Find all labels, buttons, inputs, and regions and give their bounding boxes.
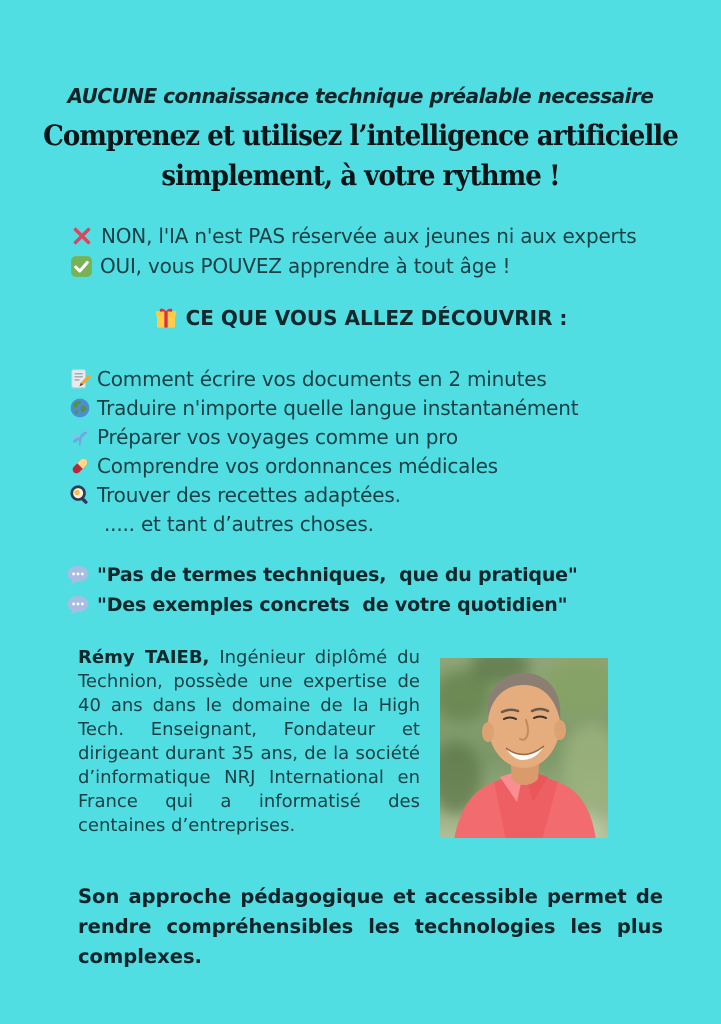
list-item xyxy=(69,480,578,509)
check-icon xyxy=(70,255,93,278)
list-item-text: Trouver des recettes adaptées. xyxy=(97,482,401,507)
list-item-text: Préparer vos voyages comme un pro xyxy=(97,424,458,449)
list-item-text: Traduire n'importe quelle langue instantanément xyxy=(97,395,579,420)
list-item xyxy=(69,422,578,451)
bio-text: Ingénieur diplômé du Technion, possède une expertise de 40 ans dans le domaine de la High Tech. Enseignant, Fondateur et dirigeant durant 35 ans, de la société d’informatique NRJ International en France qui a informatisé des centaines d’entreprises. xyxy=(78,647,421,836)
claim-oui-text: OUI, vous POUVEZ apprendre à tout âge ! xyxy=(100,254,511,278)
speech-bubble-icon xyxy=(66,594,90,616)
page-title xyxy=(25,116,696,196)
footer-paragraph: Son approche pédagogique et accessible permet de rendre compréhensibles les technologies les plus complexes. xyxy=(78,885,663,968)
magnifier-icon xyxy=(69,484,91,506)
quote xyxy=(66,560,578,590)
list-item-text: Comment écrire vos documents en 2 minutes xyxy=(97,366,547,391)
pill-icon xyxy=(69,455,91,477)
globe-icon xyxy=(69,397,91,419)
quote xyxy=(66,590,578,620)
list-item xyxy=(69,451,578,480)
portrait-photo xyxy=(440,658,608,838)
airplane-icon xyxy=(69,426,91,448)
quote-text: "Des exemples concrets de votre quotidien" xyxy=(97,594,568,616)
list-item xyxy=(69,509,578,538)
gift-icon xyxy=(154,306,178,330)
list-item-text: Comprendre vos ordonnances médicales xyxy=(97,453,498,478)
list-item xyxy=(69,393,578,422)
page-title-line1: Comprenez et utilisez l’intelligence artificielle xyxy=(43,119,678,152)
discover-heading xyxy=(0,306,721,330)
cross-icon xyxy=(70,224,94,248)
claims-block xyxy=(70,221,636,281)
tagline: AUCUNE connaissance technique préalable necessaire xyxy=(67,84,654,108)
claim-non xyxy=(70,221,636,251)
memo-icon xyxy=(69,368,91,390)
page-title-line2: simplement, à votre rythme ! xyxy=(161,159,560,192)
quote-text: "Pas de termes techniques, que du pratique" xyxy=(97,564,578,586)
discover-heading-text: CE QUE VOUS ALLEZ DÉCOUVRIR : xyxy=(185,306,568,330)
bio-name: Rémy TAIEB, xyxy=(78,647,210,668)
list-item-text: ..... et tant d’autres choses. xyxy=(104,511,374,536)
list-item xyxy=(69,364,578,393)
speech-bubble-icon xyxy=(66,564,90,586)
discover-list xyxy=(69,364,578,538)
claim-non-text: NON, l'IA n'est PAS réservée aux jeunes ni aux experts xyxy=(101,224,637,248)
bio-paragraph xyxy=(78,646,420,838)
claim-oui xyxy=(70,251,636,281)
quotes-block xyxy=(66,560,578,620)
